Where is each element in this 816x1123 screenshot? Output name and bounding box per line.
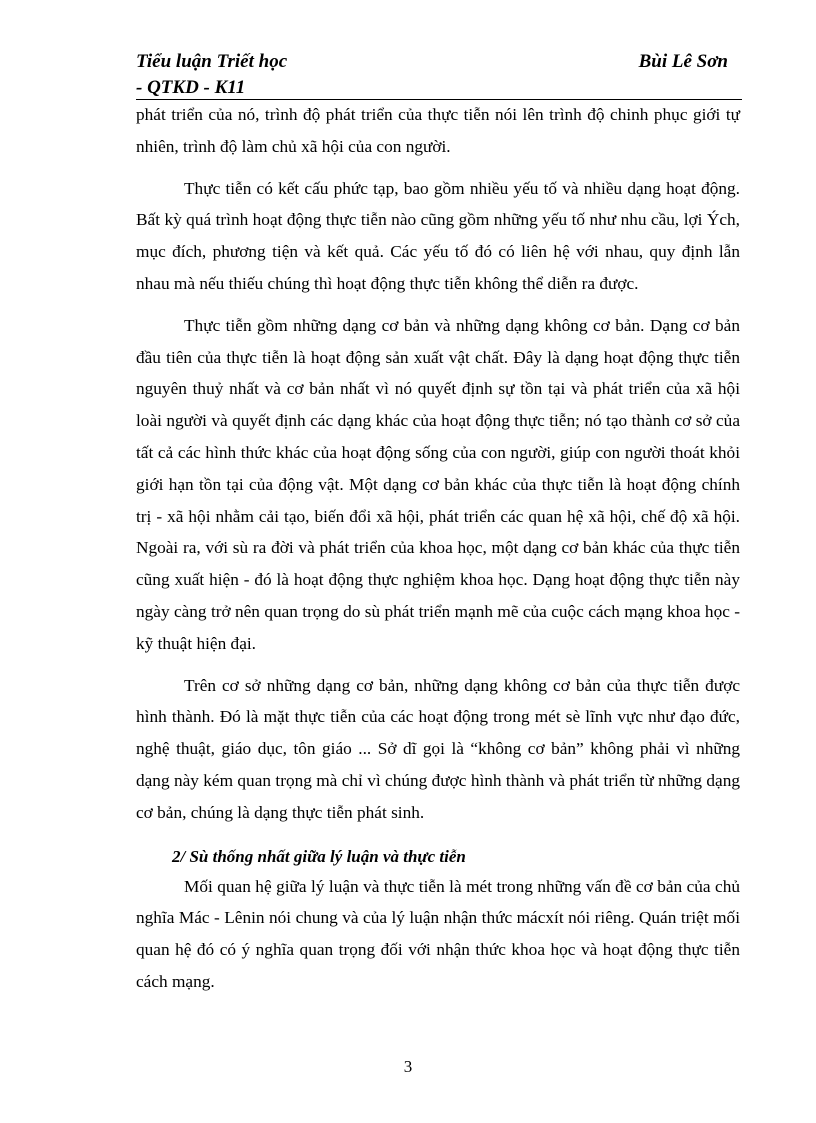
- page-number: 3: [403, 1057, 413, 1076]
- paragraph: Thực tiễn gồm những dạng cơ bản và những dạng không cơ bản. Dạng cơ bản đầu tiên của thực tiễn là hoạt động sản xuất vật chất. Đây là dạng hoạt động thực tiễn nguyên thuỷ nhất và cơ bản nhất vì nó quyết định sự tồn tại và phát triển của xã hội loài người và quyết định các dạng khác của hoạt động thực tiễn; nó tạo thành cơ sở của tất cả các hình thức khác của hoạt động sống của con người, giúp con người thoát khỏi giới hạn tồn tại của động vật. Một dạng cơ bản khác của thực tiễn là hoạt động chính trị - xã hội nhằm cải tạo, biến đổi xã hội, phát triển các quan hệ xã hội, chế độ xã hội. Ngoài ra, với sù ra đời và phát triển của khoa học, một dạng cơ bản khác của thực tiễn cũng xuất hiện - đó là hoạt động thực nghiệm khoa học. Dạng hoạt động thực tiễn này ngày càng trở nên quan trọng do sù phát triển mạnh mẽ của cuộc cách mạng khoa học - kỹ thuật hiện đại.: [136, 315, 740, 653]
- paragraph: Trên cơ sở những dạng cơ bản, những dạng không cơ bản của thực tiễn được hình thành. Đó là mặt thực tiễn của các hoạt động trong mét sè lĩnh vực như đạo đức, nghệ thuật, giáo dục, tôn giáo ... Sở dĩ gọi là “không cơ bản” không phải vì những dạng này kém quan trọng mà chỉ vì chúng được hình thành và phát triển từ những dạng cơ bản, chúng là dạng thực tiễn phát sinh.: [136, 675, 740, 822]
- paragraph-continuation: phát triển của nó, trình độ phát triển của thực tiễn nói lên trình độ chinh phục giới tự nhiên, trình độ làm chủ xã hội của con người.: [136, 105, 740, 156]
- header-title-line2: - QTKD - K11: [136, 77, 246, 98]
- header-author: Bùi Lê Sơn: [638, 51, 728, 72]
- header-title-line1: Tiểu luận Triết học: [136, 51, 288, 72]
- paragraph: Mối quan hệ giữa lý luận và thực tiễn là mét trong những vấn đề cơ bản của chủ nghĩa Mác - Lênin nói chung và của lý luận nhận thức mácxít nói riêng. Quán triệt mối quan hệ đó có ý nghĩa quan trọng đối với nhận thức khoa học và hoạt động thực tiễn cách mạng.: [136, 876, 740, 991]
- document-body: [136, 99, 740, 998]
- section-heading: 2/ Sù thống nhất giữa lý luận và thực tiễn: [172, 846, 466, 866]
- paragraph: Thực tiễn có kết cấu phức tạp, bao gồm nhiều yếu tố và nhiều dạng hoạt động. Bất kỳ quá trình hoạt động thực tiễn nào cũng gồm những yếu tố như nhu cầu, lợi Ých, mục đích, phương tiện và kết quả. Các yếu tố đó có liên hệ với nhau, quy định lẫn nhau mà nếu thiếu chúng thì hoạt động thực tiễn không thể diễn ra được.: [136, 178, 740, 293]
